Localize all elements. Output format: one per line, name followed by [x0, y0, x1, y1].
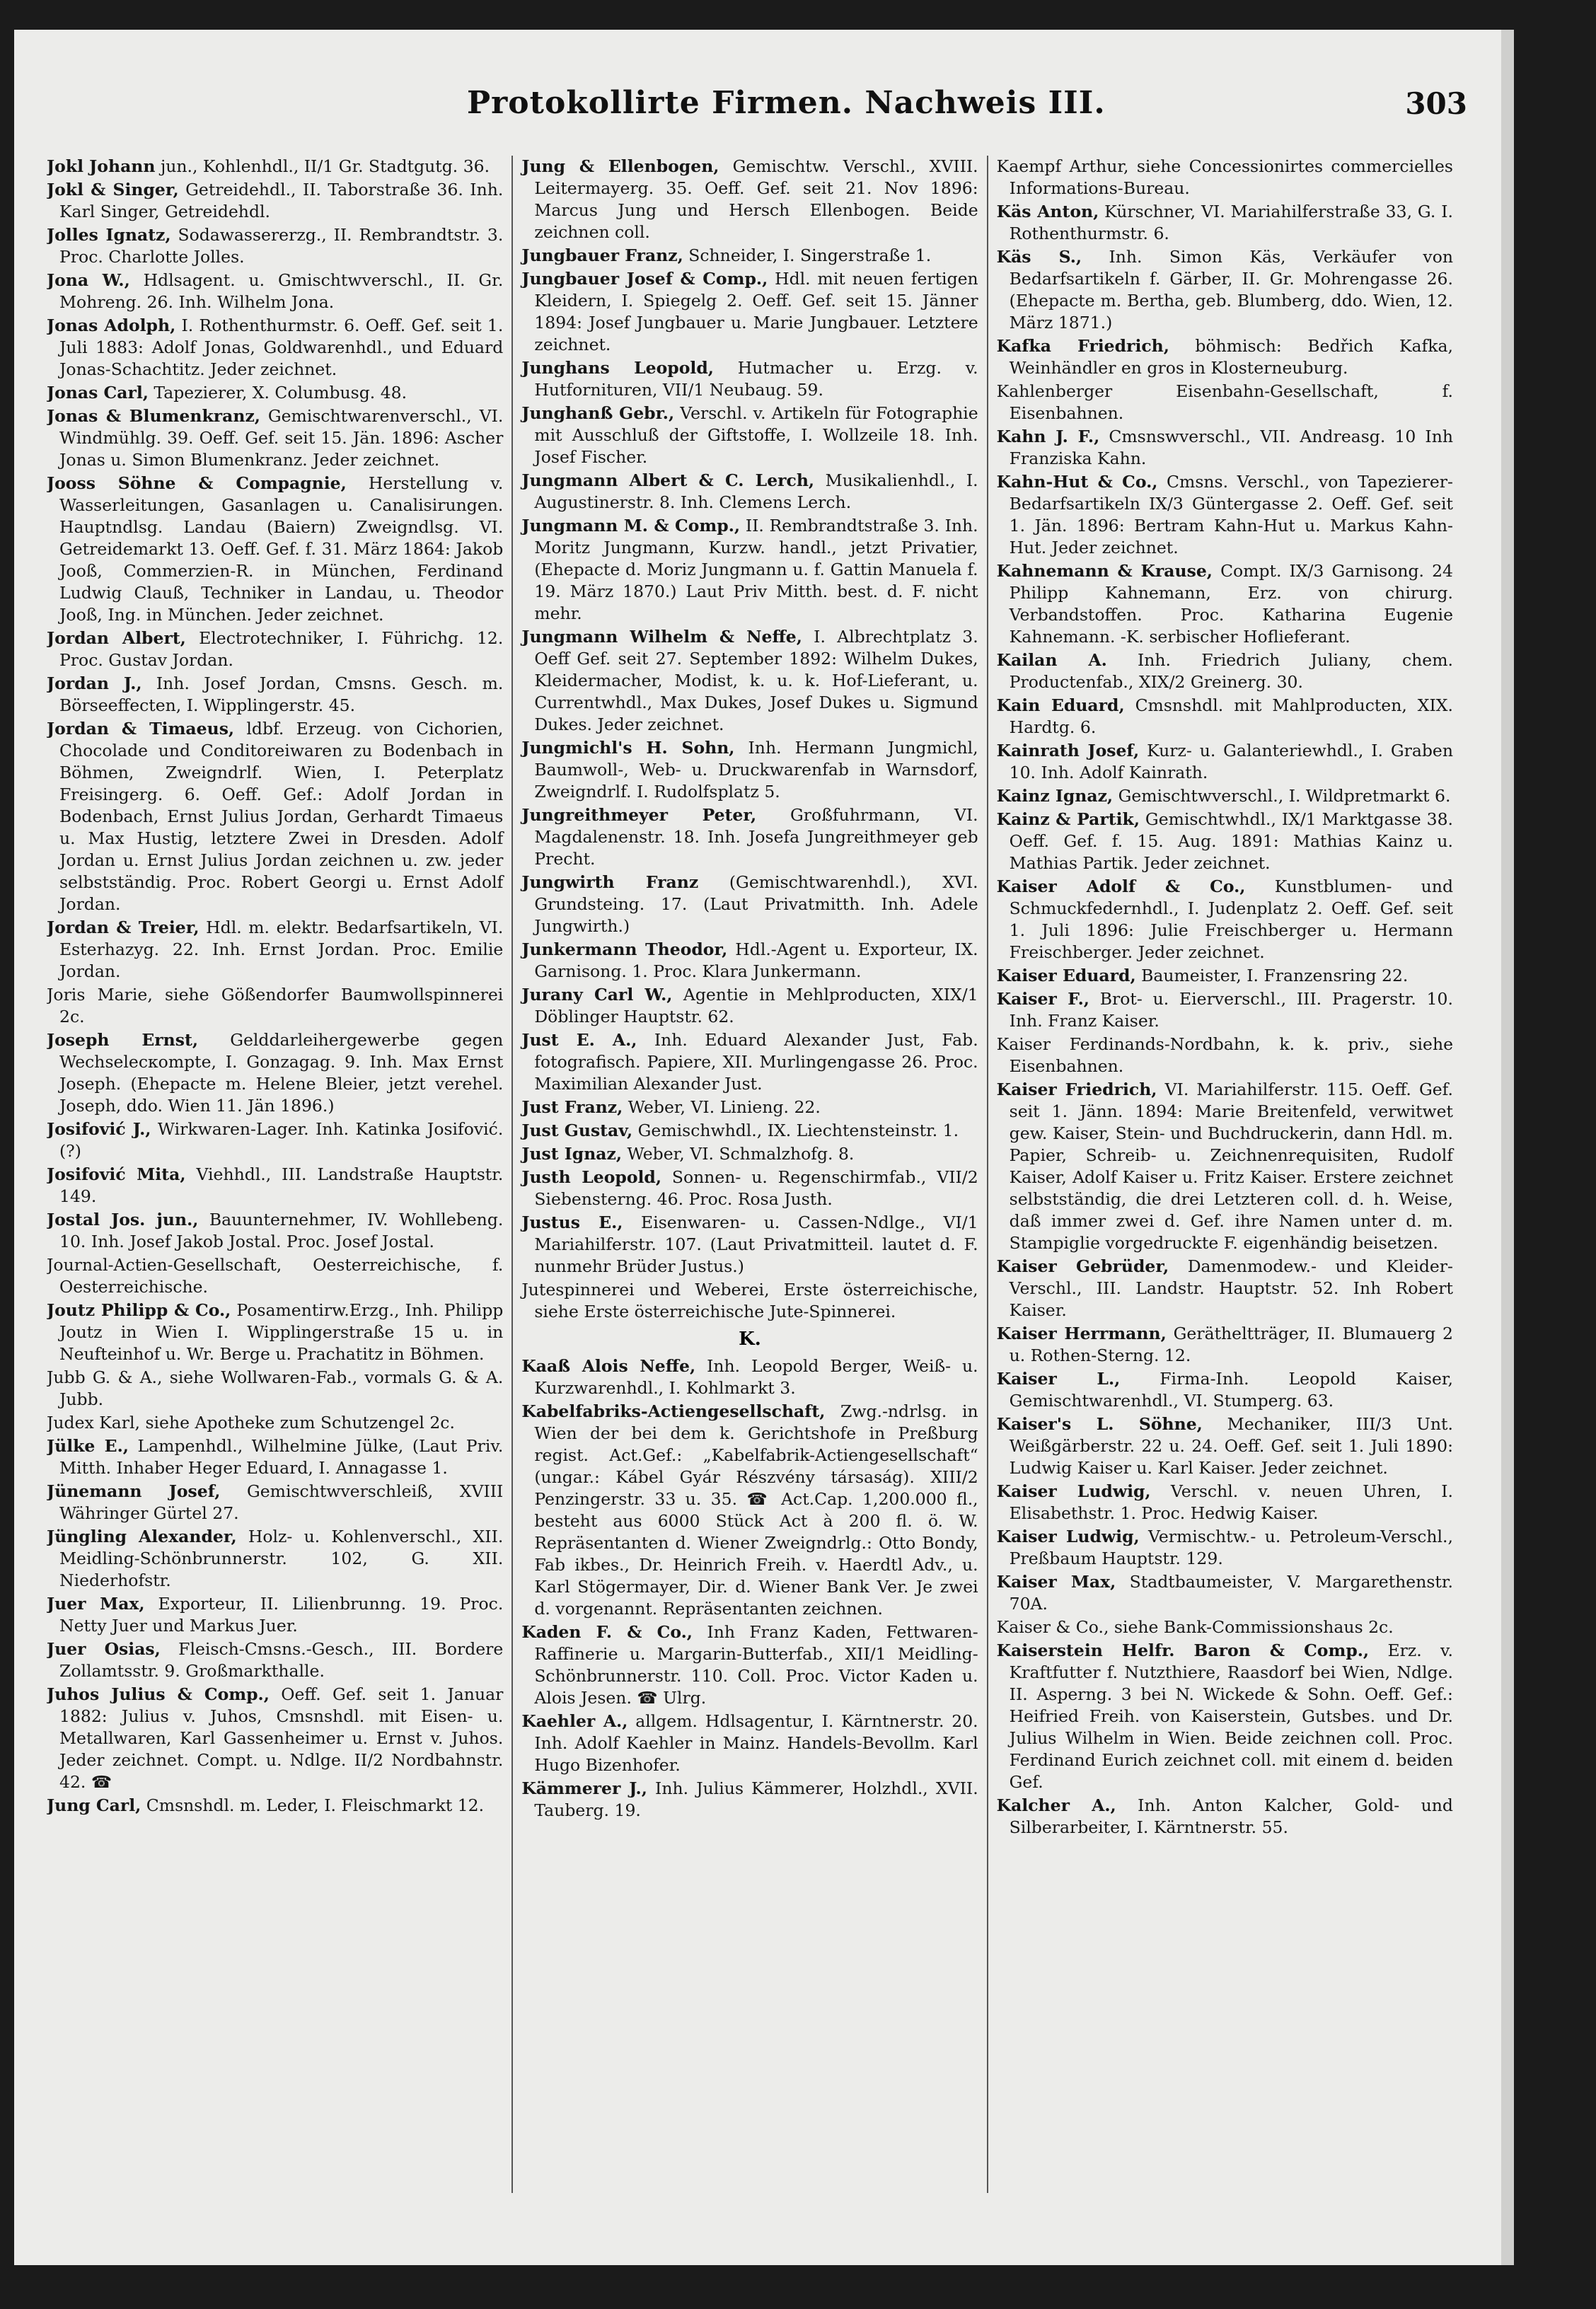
entry-details: Gemischtwarenverschl., VI. Windmühlg. 39. Oeff. Gef. seit 15. Jän. 1896: Ascher Jonas u. Simon Blumenkranz. Jeder zeichnet.	[59, 406, 504, 470]
entry-firm-name: Josifović Mita,	[47, 1164, 186, 1184]
entry-firm-name: Jona W.,	[47, 270, 130, 290]
entry-details: Kaempf Arthur, siehe Concessionirtes commercielles Informations-Bureau.	[996, 156, 1453, 198]
directory-entry	[47, 224, 503, 268]
entry-firm-name: Josifović J.,	[47, 1119, 151, 1139]
entry-details: Kahlenberger Eisenbahn-Gesellschaft, f. Eisenbahnen.	[996, 381, 1453, 423]
entry-firm-name: Jordan Albert,	[47, 628, 186, 648]
entry-details: Lampenhdl., Wilhelmine Jülke, (Laut Priv. Mitth. Inhaber Heger Eduard, I. Annagasse 1.	[59, 1436, 504, 1478]
entry-firm-name: Jungbauer Josef & Comp.,	[521, 269, 768, 289]
directory-entry	[997, 201, 1453, 245]
directory-entry	[997, 335, 1453, 379]
directory-entry	[997, 1640, 1453, 1793]
directory-entry	[47, 1795, 503, 1817]
entry-firm-name: Kaiser Ludwig,	[996, 1527, 1140, 1546]
entry-firm-name: Käs S.,	[996, 247, 1082, 267]
entry-details: Cmsnswverschl., VII. Andreasg. 10 Inh Franziska Kahn.	[1009, 427, 1453, 468]
directory-entry	[521, 626, 978, 736]
entry-details: Gelddarleihergewerbe gegen Wechseleскompte, I. Gonzagag. 9. Inh. Max Ernst Joseph. (Ehepacte m. Helene Bleier, jetzt verehel. Joseph, ddo. Wien 11. Jän 1896.)	[59, 1030, 504, 1116]
directory-entry	[47, 156, 503, 178]
entry-details: Stadtbaumeister, V. Margarethenstr. 70A.	[1009, 1572, 1453, 1614]
entry-details: Fleisch-Cmsns.-Gesch., III. Bordere Zollamtsstr. 9. Großmarkthalle.	[59, 1639, 504, 1681]
directory-entry	[997, 1795, 1453, 1839]
entry-details: Posamentirw.Erzg., Inh. Philipp Joutz in Wien I. Wipplingerstraße 15 u. in Neufteinhof u. Wr. Berge u. Prachatitz in Böhmen.	[59, 1300, 504, 1364]
directory-entry	[47, 917, 503, 983]
directory-entry	[997, 426, 1453, 470]
entry-details: Gemischtw. Verschl., XVIII. Leitermayerg. 35. Oeff. Gef. seit 21. Nov 1896: Marcus Jung und Hersch Ellenbogen. Beide zeichnen coll.	[534, 156, 978, 242]
entry-details: Musikalienhdl., I. Augustinerstr. 8. Inh. Clemens Lerch.	[534, 470, 978, 512]
directory-entry	[997, 965, 1453, 987]
entry-firm-name: Jünemann Josef,	[47, 1481, 221, 1501]
entry-details: allgem. Hdlsagentur, I. Kärntnerstr. 20. Inh. Adolf Kaehler in Mainz. Handels-Bevollm. Karl Hugo Bizenhofer.	[534, 1711, 978, 1775]
entry-details: Jutespinnerei und Weberei, Erste österreichische, siehe Erste österreichische Jute-Spinnerei.	[521, 1280, 978, 1321]
directory-entry	[521, 470, 978, 514]
entry-firm-name: Kainz Ignaz,	[996, 786, 1114, 806]
directory-entry	[997, 695, 1453, 739]
entry-firm-name: Käs Anton,	[996, 202, 1099, 221]
directory-entry	[997, 560, 1453, 648]
entry-firm-name: Jung & Ellenbogen,	[521, 156, 719, 176]
directory-entry	[47, 405, 503, 471]
section-heading: K.	[739, 1329, 761, 1350]
entry-firm-name: Kabelfabriks-Actiengesellschaft,	[521, 1401, 826, 1421]
entry-details: Zwg.-ndrlsg. in Wien der bei dem k. Gerichtshofe in Preßburg regist. Act.Gef.: „Kabelfabrik-Actiengesellschaft“ (ungar.: Kábel Gyár Részvény társaság). XIII/2 Penzingerstr. 33 u. 35. ☎ Act.Cap. 1,200.000 fl., besteht aus 6000 Stück Act à 200 fl. ö. W. Repräsentanten d. Wiener Zweigndrlg.: Otto Bondy, Fab ikbes., Dr. Heinrich Freih. v. Haerdtl Adv., u. Karl Stögermayer, Dir. d. Wiener Bank Ver. Je zwei d. vorgenannt. Repräsentanten zeichnen.	[534, 1401, 978, 1619]
directory-entry	[997, 740, 1453, 784]
entry-details: Hdl.-Agent u. Exporteur, IX. Garnisong. 1. Proc. Klara Junkermann.	[534, 939, 978, 981]
directory-entry	[521, 245, 978, 267]
entry-firm-name: Kahnemann & Krause,	[996, 561, 1213, 581]
directory-entry	[997, 156, 1453, 199]
entry-firm-name: Jolles Ignatz,	[47, 225, 171, 245]
entry-details: Brot- u. Eierverschl., III. Pragerstr. 10. Inh. Franz Kaiser.	[1009, 989, 1453, 1031]
entry-details: Gemischtwhdl., IX/1 Marktgasse 38. Oeff. Gef. f. 15. Aug. 1891: Mathias Kainz u. Mathias Partik. Jeder zeichnet.	[1009, 809, 1453, 873]
entry-firm-name: Jurany Carl W.,	[521, 985, 673, 1005]
directory-entry	[47, 1412, 503, 1434]
entry-firm-name: Junkermann Theodor,	[521, 939, 728, 959]
entry-details: Gemischtwverschl., I. Wildpretmarkt 6.	[1113, 786, 1451, 806]
directory-entry	[47, 1435, 503, 1479]
entry-details: Viehhdl., III. Landstraße Hauptstr. 149.	[59, 1164, 504, 1206]
entry-details: Hdl. mit neuen fertigen Kleidern, I. Spiegelg 2. Oeff. Gef. seit 15. Jänner 1894: Josef Jungbauer u. Marie Jungbauer. Letztere zeichnet.	[534, 269, 978, 354]
entry-firm-name: Kaaß Alois Neffe,	[521, 1356, 696, 1376]
directory-entry	[47, 1526, 503, 1592]
entry-details: Kunstblumen- und Schmuckfedernhdl., I. Judenplatz 2. Oeff. Gef. seit 1. Juli 1896: Julie Freischberger u. Hermann Freischberger. Jeder zeichnet.	[1009, 876, 1453, 962]
entry-details: Inh. Julius Kämmerer, Holzhdl., XVII. Tauberg. 19.	[534, 1778, 978, 1820]
entry-details: Cmsnshdl. mit Mahlproducten, XIX. Hardtg. 6.	[1009, 695, 1453, 737]
entry-details: Judex Karl, siehe Apotheke zum Schutzengel 2c.	[47, 1413, 455, 1433]
entry-firm-name: Joutz Philipp & Co.,	[47, 1300, 231, 1320]
directory-entry	[997, 381, 1453, 424]
entry-details: böhmisch: Bedřich Kafka, Weinhändler en gros in Klosterneuburg.	[1009, 336, 1453, 378]
entry-firm-name: Jungmichl's H. Sohn,	[521, 738, 735, 758]
entry-firm-name: Just Ignaz,	[521, 1144, 623, 1164]
directory-entry	[47, 315, 503, 381]
directory-entry	[521, 1143, 978, 1165]
entry-details: Sonnen- u. Regenschirmfab., VII/2 Siebensterng. 46. Proc. Rosa Justh.	[534, 1167, 978, 1209]
entry-details: Sodawassererzg., II. Rembrandtstr. 3. Proc. Charlotte Jolles.	[59, 225, 504, 267]
entry-firm-name: Kaiser L.,	[996, 1369, 1121, 1389]
entry-firm-name: Jung Carl,	[47, 1795, 141, 1815]
entry-details: Kürschner, VI. Mariahilferstraße 33, G. I. Rothenthurmstr. 6.	[1009, 202, 1453, 243]
directory-entry	[47, 1593, 503, 1637]
directory-entry	[47, 1029, 503, 1117]
directory-entry	[521, 357, 978, 401]
directory-entry	[521, 1778, 978, 1822]
entry-firm-name: Kaehler A.,	[521, 1711, 628, 1731]
entry-details: Inh. Friedrich Juliany, chem. Productenfab., XIX/2 Greinerg. 30.	[1009, 650, 1453, 692]
entry-firm-name: Jungwirth Franz	[521, 872, 699, 892]
directory-entry	[997, 1256, 1453, 1321]
entry-details: Inh. Josef Jordan, Cmsns. Gesch. m. Börseeffecten, I. Wipplingerstr. 45.	[59, 673, 504, 715]
entry-firm-name: Joseph Ernst,	[47, 1030, 199, 1050]
directory-entry	[47, 718, 503, 915]
directory-entry	[997, 649, 1453, 693]
page-number: 303	[1405, 86, 1467, 121]
entry-details: Jubb G. & A., siehe Wollwaren-Fab., vormals G. & A. Jubb.	[47, 1367, 504, 1409]
entry-columns	[47, 156, 1462, 2193]
entry-details: Tapezierer, X. Columbusg. 48.	[148, 383, 407, 403]
directory-entry	[997, 1413, 1453, 1479]
entry-details: Eisenwaren- u. Cassen-Ndlge., VI/1 Mariahilferstr. 107. (Laut Privatmitteil. lautet d. F. nunmehr Brüder Justus.)	[534, 1213, 978, 1276]
directory-entry	[521, 939, 978, 983]
entry-details: Joris Marie, siehe Gößendorfer Baumwollspinnerei 2c.	[47, 985, 504, 1026]
directory-entry	[521, 1279, 978, 1323]
entry-firm-name: Juhos Julius & Comp.,	[47, 1684, 270, 1704]
entry-details: Firma-Inh. Leopold Kaiser, Gemischtwarenhdl., VI. Stumperg. 63.	[1009, 1369, 1453, 1411]
directory-entry	[47, 673, 503, 717]
entry-firm-name: Just Franz,	[521, 1097, 623, 1117]
directory-entry	[47, 382, 503, 404]
directory-entry	[997, 246, 1453, 334]
directory-entry	[997, 1368, 1453, 1412]
directory-entry	[47, 179, 503, 223]
directory-entry	[997, 471, 1453, 559]
entry-firm-name: Kaiser Ludwig,	[996, 1481, 1151, 1501]
entry-details: Electrotechniker, I. Führichg. 12. Proc. Gustav Jordan.	[59, 628, 504, 670]
entry-details: Inh Franz Kaden, Fettwaren-Raffinerie u. Margarin-Butterfab., XII/1 Meidling-Schönbrunnerstr. 110. Coll. Proc. Victor Kaden u. Alois Jesen. ☎ Ulrg.	[534, 1622, 978, 1708]
entry-firm-name: Jonas & Blumenkranz,	[47, 406, 260, 426]
entry-details: Mechaniker, III/3 Unt. Weißgärberstr. 22 u. 24. Oeff. Gef. seit 1. Juli 1890: Ludwig Kaiser u. Karl Kaiser. Jeder zeichnet.	[1009, 1414, 1453, 1478]
page-title: Protokollirte Firmen. Nachweis III.	[467, 85, 1106, 121]
entry-firm-name: Kaiser Gebrüder,	[996, 1256, 1169, 1276]
directory-entry	[521, 1120, 978, 1142]
entry-firm-name: Jokl Johann	[47, 156, 156, 176]
directory-entry	[521, 515, 978, 625]
entry-details: Compt. IX/3 Garnisong. 24 Philipp Kahnemann, Erz. von chirurg. Verbandstoffen. Proc. Katharina Eugenie Kahnemann. -K. serbischer Hoflieferant.	[1009, 561, 1453, 647]
entry-details: Kaiser & Co., siehe Bank-Commissionshaus 2c.	[996, 1617, 1394, 1637]
entry-details: Hdlsagent. u. Gmischtwverschl., II. Gr. Mohreng. 26. Inh. Wilhelm Jona.	[59, 270, 504, 312]
entry-details: II. Rembrandtstraße 3. Inh. Moritz Jungmann, Kurzw. handl., jetzt Privatier, (Ehepacte d. Moriz Jungmann u. f. Gattin Manuela f. 19. März 1870.) Laut Priv Mitth. best. d. F. nicht mehr.	[534, 516, 978, 623]
entry-firm-name: Kalcher A.,	[996, 1795, 1116, 1815]
directory-entry	[47, 1209, 503, 1253]
entry-firm-name: Junghans Leopold,	[521, 358, 714, 378]
entry-details: Erz. v. Kraftfutter f. Nutzthiere, Raasdorf bei Wien, Ndlge. II. Asperng. 3 bei N. Wickede & Sohn. Oeff. Gef.: Heifried Freih. von Kaiserstein, Gutsbes. und Dr. Julius Wilhelm in Wien. Beide zeichnen coll. Proc. Ferdinand Eurich zeichnet coll. mit einem d. beiden Gef.	[1009, 1640, 1453, 1792]
entry-details: Bauunternehmer, IV. Wohllebeng. 10. Inh. Josef Jakob Jostal. Proc. Josef Jostal.	[59, 1210, 504, 1251]
directory-entry	[521, 1401, 978, 1620]
directory-entry	[997, 1616, 1453, 1638]
entry-details: Baumeister, I. Franzensring 22.	[1135, 966, 1409, 985]
entry-details: Weber, VI. Linieng. 22.	[623, 1097, 821, 1117]
entry-details: Gemischwhdl., IX. Liechtensteinstr. 1.	[632, 1121, 959, 1140]
directory-entry	[47, 1164, 503, 1208]
entry-firm-name: Kaiser's L. Söhne,	[996, 1414, 1203, 1434]
directory-entry	[47, 1300, 503, 1365]
directory-entry	[521, 1355, 978, 1399]
entry-details: jun., Kohlenhdl., II/1 Gr. Stadtgutg. 36.	[155, 156, 490, 176]
entry-firm-name: Jungmann Wilhelm & Neffe,	[521, 627, 802, 647]
entry-firm-name: Kain Eduard,	[996, 695, 1125, 715]
entry-firm-name: Jungreithmeyer Peter,	[521, 805, 757, 825]
entry-details: Hutmacher u. Erzg. v. Hutfornituren, VII/1 Neubaug. 59.	[534, 358, 978, 400]
directory-entry	[997, 1323, 1453, 1367]
entry-firm-name: Kaiser F.,	[996, 989, 1089, 1009]
directory-entry	[997, 809, 1453, 874]
directory-entry	[47, 473, 503, 626]
entry-firm-name: Jordan & Timaeus,	[47, 719, 235, 739]
entry-firm-name: Justh Leopold,	[521, 1167, 662, 1187]
entry-details: Kurz- u. Galanteriewhdl., I. Graben 10. Inh. Adolf Kainrath.	[1009, 741, 1453, 782]
directory-entry	[47, 270, 503, 313]
column-middle	[511, 156, 986, 2193]
entry-firm-name: Kaden F. & Co.,	[521, 1622, 693, 1642]
directory-entry	[997, 785, 1453, 807]
directory-entry	[47, 1481, 503, 1524]
directory-entry	[521, 403, 978, 468]
entry-firm-name: Jonas Carl,	[47, 383, 149, 403]
entry-firm-name: Kaiser Herrmann,	[996, 1324, 1167, 1343]
entry-details: Exporteur, II. Lilienbrunng. 19. Proc. Netty Juer und Markus Juer.	[59, 1594, 504, 1636]
directory-entry	[521, 737, 978, 803]
entry-firm-name: Kainz & Partik,	[996, 809, 1140, 829]
directory-entry	[997, 1034, 1453, 1077]
entry-firm-name: Jooss Söhne & Compagnie,	[47, 473, 347, 493]
directory-entry	[47, 627, 503, 671]
entry-firm-name: Kahn-Hut & Co.,	[996, 472, 1158, 492]
directory-entry	[521, 268, 978, 356]
entry-details: Damenmodew.- und Kleider-Verschl., III. Landstr. Hauptstr. 52. Inh Robert Kaiser.	[1009, 1256, 1453, 1320]
entry-details: Herstellung v. Wasserleitungen, Gasanlagen u. Canalisirungen. Hauptndlsg. Landau (Baiern) Zweigndlsg. VI. Getreidemarkt 13. Oeff. Gef. f. 31. März 1864: Jakob Jooß, Commerzien-R. in München, Ferdinand Ludwig Clauß, Techniker in Landau, u. Theodor Jooß, Ing. in München. Jeder zeichnet.	[59, 473, 504, 625]
entry-details: Verschl. v. neuen Uhren, I. Elisabethstr. 1. Proc. Hedwig Kaiser.	[1009, 1481, 1453, 1523]
entry-firm-name: Kämmerer J.,	[521, 1778, 647, 1798]
directory-entry	[521, 1212, 978, 1278]
entry-details: Cmsnshdl. m. Leder, I. Fleischmarkt 12.	[141, 1795, 485, 1815]
directory-entry	[997, 876, 1453, 963]
entry-firm-name: Just Gustav,	[521, 1121, 633, 1140]
directory-entry	[997, 1481, 1453, 1524]
entry-details: ldbf. Erzeug. von Cichorien, Chocolade und Conditoreiwaren zu Bodenbach in Böhmen, Zweigndrlf. Wien, I. Peterplatz Freisingerg. 6. Oeff. Gef.: Adolf Jordan in Bodenbach, Ernst Julius Jordan, Gerhardt Timaeus u. Max Hustig, letztere Zwei in Dresden. Adolf Jordan u. Ernst Julius Jordan zeichnen u. zw. jeder selbstständig. Proc. Robert Georgi u. Ernst Adolf Jordan.	[59, 719, 504, 914]
entry-firm-name: Just E. A.,	[521, 1030, 637, 1050]
entry-firm-name: Kainrath Josef,	[996, 741, 1140, 760]
page-header	[14, 85, 1501, 134]
entry-details: Inh. Eduard Alexander Just, Fab. fotografisch. Papiere, XII. Murlingengasse 26. Proc. Maximilian Alexander Just.	[534, 1030, 978, 1094]
directory-entry	[521, 1029, 978, 1095]
entry-firm-name: Jokl & Singer,	[47, 180, 179, 199]
entry-firm-name: Kaiser Max,	[996, 1572, 1116, 1592]
entry-details: Agentie in Mehlproducten, XIX/1 Döblinger Hauptstr. 62.	[534, 985, 978, 1026]
entry-details: Journal-Actien-Gesellschaft, Oesterreichische, f. Oesterreichische.	[47, 1255, 504, 1297]
directory-entry	[521, 1621, 978, 1709]
directory-entry	[997, 988, 1453, 1032]
entry-firm-name: Junghanß Gebr.,	[521, 403, 675, 423]
entry-details: Großfuhrmann, VI. Magdalenenstr. 18. Inh. Josefa Jungreithmeyer geb Precht.	[534, 805, 978, 869]
entry-details: Vermischtw.- u. Petroleum-Verschl., Preßbaum Hauptstr. 129.	[1009, 1527, 1453, 1568]
directory-entry	[47, 1638, 503, 1682]
directory-entry	[521, 1167, 978, 1210]
entry-details: Inh. Anton Kalcher, Gold- und Silberarbeiter, I. Kärntnerstr. 55.	[1009, 1795, 1453, 1837]
directory-entry	[521, 804, 978, 870]
entry-firm-name: Jungmann Albert & C. Lerch,	[521, 470, 815, 490]
entry-firm-name: Juer Osias,	[47, 1639, 161, 1659]
entry-firm-name: Jordan J.,	[47, 673, 142, 693]
entry-firm-name: Justus E.,	[521, 1213, 623, 1232]
entry-details: Getreidehdl., II. Taborstraße 36. Inh. Karl Singer, Getreidehdl.	[59, 180, 504, 221]
entry-details: Wirkwaren-Lager. Inh. Katinka Josifović. (?)	[59, 1119, 504, 1161]
entry-details: Inh. Hermann Jungmichl, Baumwoll-, Web- u. Druckwarenfab in Warnsdorf, Zweigndrlf. I. Rudolfsplatz 5.	[534, 738, 978, 802]
directory-entry	[997, 1526, 1453, 1570]
directory-entry	[997, 1571, 1453, 1615]
entry-details: Schneider, I. Singerstraße 1.	[683, 245, 932, 265]
entry-details: Gerätheltträger, II. Blumauerg 2 u. Rothen-Sterng. 12.	[1009, 1324, 1453, 1365]
entry-details: Gemischtwverschleiß, XVIII Währinger Gürtel 27.	[59, 1481, 504, 1523]
entry-firm-name: Kahn J. F.,	[996, 427, 1100, 446]
directory-entry	[47, 984, 503, 1028]
entry-details: Hdl. m. elektr. Bedarfsartikeln, VI. Esterhazyg. 22. Inh. Ernst Jordan. Proc. Emilie Jordan.	[59, 918, 504, 981]
directory-entry	[521, 872, 978, 937]
entry-firm-name: Jüngling Alexander,	[47, 1527, 237, 1546]
entry-firm-name: Jülke E.,	[47, 1436, 129, 1456]
entry-details: Cmsns. Verschl., von Tapezierer-Bedarfsartikeln IX/3 Güntergasse 2. Oeff. Gef. seit 1. Jän. 1896: Bertram Kahn-Hut u. Markus Kahn-Hut. Jeder zeichnet.	[1009, 472, 1453, 557]
entry-firm-name: Jordan & Treier,	[47, 918, 200, 937]
entry-details: Weber, VI. Schmalzhofg. 8.	[622, 1144, 855, 1164]
directory-entry	[521, 1096, 978, 1118]
entry-firm-name: Jungmann M. & Comp.,	[521, 516, 741, 536]
entry-details: Verschl. v. Artikeln für Fotographie mit Ausschluß der Giftstoffe, I. Wollzeile 18. Inh. Josef Fischer.	[534, 403, 978, 467]
entry-firm-name: Jungbauer Franz,	[521, 245, 683, 265]
directory-entry	[47, 1118, 503, 1162]
directory-entry	[521, 984, 978, 1028]
entry-firm-name: Kafka Friedrich,	[996, 336, 1169, 356]
entry-details: Holz- u. Kohlenverschl., XII. Meidling-Schönbrunnerstr. 102, G. XII. Niederhofstr.	[59, 1527, 504, 1590]
entry-details: Inh. Leopold Berger, Weiß- u. Kurzwarenhdl., I. Kohlmarkt 3.	[534, 1356, 978, 1398]
directory-entry	[47, 1367, 503, 1411]
entry-details: Oeff. Gef. seit 1. Januar 1882: Julius v. Juhos, Cmsnshdl. mit Eisen- u. Metallwaren, Karl Gassenheimer u. Ernst v. Juhos. Jeder zeichnet. Compt. u. Ndlge. II/2 Nordbahnstr. 42. ☎	[59, 1684, 504, 1792]
column-right	[987, 156, 1462, 2193]
entry-firm-name: Jonas Adolph,	[47, 316, 176, 335]
entry-details: Kaiser Ferdinands-Nordbahn, k. k. priv., siehe Eisenbahnen.	[996, 1034, 1453, 1076]
column-left	[47, 156, 511, 2193]
entry-details: VI. Mariahilferstr. 115. Oeff. Gef. seit 1. Jänn. 1894: Marie Breitenfeld, verwitwet gew. Kaiser, Stein- und Buchdruckerin, dann Hdl. m. Papier, Schreib- u. Zeichnenrequisiten, Rudolf Kaiser, Adolf Kaiser u. Fritz Kaiser. Erstere zeichnet selbstständig, die drei Letzteren coll. d. h. Weise, daß immer zwei d. Gef. ihre Namen unter d. m. Stampiglie vorgedruckte F. eigenhändig beisetzen.	[1009, 1080, 1453, 1253]
directory-page	[14, 30, 1514, 2265]
directory-entry	[521, 1711, 978, 1776]
entry-firm-name: Kaiser Eduard,	[996, 966, 1136, 985]
entry-firm-name: Kailan A.	[996, 650, 1107, 670]
entry-firm-name: Kaiserstein Helfr. Baron & Comp.,	[996, 1640, 1370, 1660]
entry-firm-name: Juer Max,	[47, 1594, 145, 1614]
directory-entry	[521, 156, 978, 243]
directory-entry	[47, 1254, 503, 1298]
directory-entry	[997, 1079, 1453, 1254]
entry-firm-name: Jostal Jos. jun.,	[47, 1210, 199, 1229]
entry-details: (Gemischtwarenhdl.), XVI. Grundsteing. 17. (Laut Privatmitth. Inh. Adele Jungwirth.)	[534, 872, 978, 936]
directory-entry	[47, 1684, 503, 1793]
entry-details: I. Albrechtplatz 3. Oeff Gef. seit 27. September 1892: Wilhelm Dukes, Kleidermacher, Modist, k. u. k. Hof-Lieferant, u. Currentwhdl., Max Dukes, Josef Dukes u. Sigmund Dukes. Jeder zeichnet.	[534, 627, 978, 734]
entry-details: I. Rothenthurmstr. 6. Oeff. Gef. seit 1. Juli 1883: Adolf Jonas, Goldwarenhdl., und Eduard Jonas-Schachtitz. Jeder zeichnet.	[59, 316, 504, 379]
entry-firm-name: Kaiser Adolf & Co.,	[996, 876, 1246, 896]
entry-firm-name: Kaiser Friedrich,	[996, 1080, 1157, 1099]
entry-details: Inh. Simon Käs, Verkäufer von Bedarfsartikeln f. Gärber, II. Gr. Mohrengasse 26. (Ehepacte m. Bertha, geb. Blumberg, ddo. Wien, 12. März 1871.)	[1009, 247, 1453, 332]
